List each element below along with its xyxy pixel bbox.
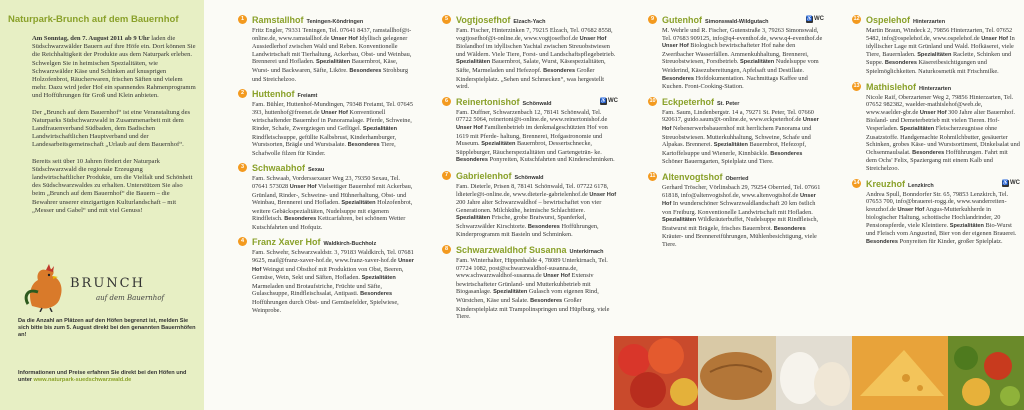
label-spezialitaeten: Spezialitäten — [713, 142, 748, 149]
label-besonderes: Besonderes — [770, 150, 803, 157]
label-spezialitaeten: Spezialitäten — [481, 141, 516, 148]
wheelchair-icon: ♿ — [600, 97, 607, 104]
label-besonderes: Besonderes — [662, 75, 695, 82]
farm-entry — [648, 97, 824, 166]
farm-contact: Fritz Engler, 79331 Teningen, Tel. 07641 8437, ramstallhof@t-online.de, www.ramstallhof.de — [252, 27, 412, 42]
farm-name: Franz Xaver Hof — [252, 237, 321, 248]
farm-about: In wunderschöner Schwarzwaldlandschaft 20 km östlich von Freiburg. Konventionelle Landwirtschaft mit Hofladen. — [662, 200, 816, 216]
label-unser-hof: Unser Hof — [919, 109, 947, 116]
farm-name: Altenvogtshof — [662, 171, 723, 182]
label-besonderes: Besonderes — [284, 216, 317, 223]
farm-special: Hofführungen, Kinderprogramm mit Basteln und Schminken. — [456, 222, 599, 239]
farm-special: Kräuter- und Brennereiführungen, Mühlenbesichtigung, viele Tiere. — [662, 233, 817, 249]
farm-specialties: Gulasch vom eigenen Rind, Würstchen, Käse und Salate. — [456, 288, 599, 305]
page-title: Naturpark-Brunch auf dem Bauernhof — [8, 14, 179, 25]
farm-special: Hofführungen. Fahrt mit dem Ochs' Felix, Spaziergang mit einem Kalb und Streichelzoo. — [866, 148, 1008, 172]
label-spezialitaeten: Spezialitäten — [899, 125, 935, 132]
label-spezialitaeten: Spezialitäten — [316, 59, 351, 66]
registration-note: Da die Anzahl an Plätzen auf den Höfen begrenzt ist, melden Sie sich bitte bis zum 5. August direkt bei den genannten Bauernhöfen an! — [18, 318, 196, 338]
label-unser-hof: Unser Hof — [662, 117, 819, 132]
farm-about: Biologisch bewirtschafteter Hof nahe den Zweribacher Wasserfällen. Ammenkuhhaltung, Brennerei, Streuobstwiesen, Forstbetrieb. — [662, 42, 809, 66]
farm-specialties: Frische, grobe Bratwurst, Spanferkel, Schwarzwälder Kirschtorte. — [456, 214, 587, 230]
farm-name: Vogtjosefhof — [456, 15, 511, 25]
label-besonderes: Besonderes — [349, 67, 382, 74]
label-unser-hof: Unser Hof — [289, 183, 317, 190]
label-besonderes: Besonderes — [456, 157, 489, 164]
farm-contact: Fam. Fischer, Hinterzinken 7, 79215 Elzach, Tel. 07682 8558, vogtjosefhof@t-online.de, www.vogtjosefhof.de — [456, 27, 613, 42]
farm-contact: Fam. Dieterle, Prisen 8, 78141 Schönwald, Tel. 07722 6178, ldieterle@t-online.de, www.dieterle-gabrielenhof.de — [456, 182, 609, 198]
label-unser-hof: Unser Hof — [662, 43, 689, 50]
label-unser-hof: Unser Hof — [252, 258, 414, 273]
farm-location: Schönwald — [522, 100, 552, 107]
label-besonderes: Besonderes — [527, 223, 560, 230]
wc-badge — [1002, 180, 1020, 188]
farm-name-line — [662, 97, 824, 109]
farm-name: Eckpeterhof — [662, 96, 715, 107]
label-spezialitaeten: Spezialitäten — [949, 222, 984, 229]
farm-about: 300 Jahre alter Bauernhof. Bioland- und Demeterbetrieb mit vielen Tieren. Hof-Vesperladen. — [866, 108, 1015, 132]
farm-description — [866, 94, 1020, 173]
farm-location: Hinterzarten — [919, 85, 952, 92]
label-besonderes: Besonderes — [347, 142, 380, 149]
farm-special: Kettcarfahren, bei schönem Wetter Kutschfahrten und Hofquiz. — [252, 215, 406, 231]
farm-name: Mathislehof — [866, 81, 917, 92]
entry-number: 12 — [853, 16, 860, 22]
label-besonderes: Besonderes — [912, 149, 945, 156]
mission-paragraph: Bereits seit über 10 Jahren fördert der Naturpark Südschwarzwald die regionale Erzeugung landwirtschaftlicher Produkte, um die Vielfalt und Schönheit des Südschwarzwaldes zu erhalten. Unterstützen Sie also beim „Brunch auf dem Bauernhof“ die Bauern – die Bewahrer unserer einzigartigen Kulturlandschaft – mit „Messer und Gabel“ und mit viel Genuss! — [32, 157, 193, 214]
farm-name: Gabrielenhof — [456, 170, 512, 181]
farm-contact: Fam. Winterhalter, Hippenhalde 4, 78089 Unterkirnach, Tel. 07724 1082, post@schwarzwaldhof-susanna.de, www.schwarzwaldhof-susanna.de — [456, 257, 608, 280]
label-besonderes: Besonderes — [360, 291, 393, 298]
farm-location: St. Peter — [717, 100, 740, 107]
wc-badge — [806, 16, 824, 24]
farm-special: Käsereibesichtigungen und Spielmöglichkeiten. Naturkosmetik mit Frischmilke. — [866, 59, 999, 75]
farm-description — [252, 249, 414, 314]
farm-specialties: Bio-Wurst und Fleisch vom Angusrind, Bier von der eigenen Brauerei. — [866, 221, 1017, 238]
entry-number: 2 — [238, 89, 247, 98]
farm-name-line — [252, 237, 414, 249]
farm-about: Familienbetrieb im denkmalgeschützten Hof von 1619 mit Pferde- haltung, Brennerei, Hofgastronomie und Museum. — [456, 123, 608, 148]
farm-entry — [238, 15, 414, 83]
farm-entry — [238, 89, 414, 157]
farm-contact: Fam. Duffner, Schwarzenbach 12, 78141 Schönwald, Tel. 07722 5064, reinertoni@t-online.de, www.reinertonishof.de — [456, 108, 608, 124]
farm-specialties: Bauernbrot, Hefezopf, Kartoffelsuppe und Wienerle, Kinnbäckle. — [662, 141, 807, 157]
label-spezialitaeten: Spezialitäten — [361, 275, 396, 282]
farm-entry — [852, 82, 1020, 173]
farm-description — [662, 184, 824, 249]
farm-contact: Gerhard Tröscher, Vörlinsbach 29, 79254 Oberried, Tel. 07661 61818, info@altenvogtshof.de, www.altenvogtshof.de — [662, 183, 821, 199]
food-photo-strip — [614, 336, 1024, 410]
farm-special: Ponyreiten, Kutschfahrten und Kinderschminken. — [488, 156, 615, 164]
farm-entry — [852, 179, 1020, 247]
label-besonderes: Besonderes — [773, 225, 806, 232]
farm-entry — [648, 15, 824, 91]
farm-about: Vielseitiger Bauernhof mit Ackerbau, Grünland, Rinder-, Schweine- und Hühnerhaltung, Obst- und Weinbau, Brennerei und Hofladen. — [252, 182, 413, 207]
farm-specialties: Rindfleischsuppe, gefüllte Kalbsbrust, Kinderhamburger, Wurstsorten, Brägle und Wurstsalate. — [252, 133, 397, 149]
farm-entry — [238, 163, 414, 231]
farm-about: Biolandhof im idyllischen Yachtal zwischen Streuobstwiesen und Wäldern. Viele Tiere, Forst- und Landschaftspflegebetrieb. — [456, 43, 616, 58]
label-unser-hof: Unser Hof — [330, 35, 358, 42]
farm-specialties: Bauernbrot, Salate, Wurst, Käsespezialitäten, Säfte, Marmeladen und Hefezopf. — [456, 58, 606, 74]
farm-name: Ramstallhof — [252, 15, 304, 25]
farm-location: Lenzkirch — [908, 182, 934, 189]
farm-name: Reinertonishof — [456, 96, 520, 107]
farm-entry — [442, 15, 618, 91]
entry-number: 1 — [238, 15, 247, 24]
farm-about: Konventionell wirtschaftender Bauernhof in Panoramalage. Pferde, Schweine, Rinder, Schafe, Zwergziegen und Geflügel. — [252, 108, 412, 132]
label-spezialitaeten: Spezialitäten — [917, 51, 952, 58]
entry-number: 14 — [853, 179, 860, 186]
farm-name-line — [252, 15, 414, 27]
label-spezialitaeten: Spezialitäten — [341, 200, 376, 207]
column-1 — [238, 15, 414, 320]
column-2 — [442, 15, 618, 327]
organizer-paragraph: Der „Brunch auf dem Bauernhof“ ist eine Veranstaltung des Naturparks Südschwarzwald in Zusammenarbeit mit dem Landfrauenverband Südbaden, dem Badischen Landwirtschaftlichen Hauptverband und der Landesarbeitsgemeinschaft „Urlaub auf dem Bauernhof“. — [32, 108, 191, 149]
label-besonderes: Besonderes — [543, 67, 576, 74]
label-unser-hof: Unser Hof — [981, 35, 1008, 42]
label-unser-hof: Unser Hof — [662, 192, 816, 208]
entry-number: 3 — [238, 163, 247, 172]
farm-location: Oberried — [725, 175, 749, 182]
label-besonderes: Besonderes — [530, 298, 563, 305]
label-spezialitaeten: Spezialitäten — [456, 215, 491, 222]
farm-contact: Fam. Bühler, Huttenhof-Mundingen, 79348 Freiamt, Tel. 07645 393, huttenhof@freenet.de — [252, 101, 413, 116]
farm-name-line — [252, 163, 414, 175]
logo-brunch-word: BRUNCH — [70, 276, 145, 291]
wc-label: WC — [814, 16, 824, 22]
farm-specialties: Holzofenbrot, weitere Gebäckspezialitäten, Nudelsuppe mit eigenem Rindfleisch. — [252, 199, 413, 223]
entry-number: 8 — [442, 245, 451, 254]
farm-contact: Fam. Saum, Lindenbergstr. 14 a, 79271 St. Peter, Tel. 07660 920617, guido.saum@t-online.de, www.eckpeterhof.de — [662, 108, 814, 124]
farm-special: Großer Kinderspielplatz. „Sehen und Schmecken“, was hergestellt wird. — [456, 66, 604, 91]
label-unser-hof: Unser Hof — [589, 191, 617, 198]
entry-number: 10 — [649, 97, 656, 104]
farm-location: Schönwald — [514, 174, 544, 181]
column-3 — [648, 15, 824, 255]
label-unser-hof: Unser Hof — [543, 273, 570, 280]
farm-about: Extensiv bewirtschafteter Grünland- und Mutterkuhbetrieb mit Biogasanlage. — [456, 272, 594, 296]
intro-sidebar — [0, 0, 204, 410]
farm-description — [866, 27, 1020, 76]
farm-name-line — [456, 15, 618, 27]
entry-number: 13 — [853, 82, 860, 89]
label-unser-hof: Unser Hof — [897, 206, 925, 213]
farm-location: Waldkirch-Buchholz — [323, 241, 377, 248]
farm-description — [456, 183, 618, 239]
farm-name-line — [866, 179, 1020, 191]
farm-name-line — [866, 82, 1020, 94]
farm-about: 200 Jahre alter Schwarzwaldhof – bewirtschaftet von vier Generationen. Milchkühe, heimische Schlachttiere. — [456, 199, 602, 214]
farm-entry — [648, 172, 824, 249]
farm-description — [456, 257, 618, 321]
farm-entry — [238, 237, 414, 314]
logo-subtitle: auf dem Bauernhof — [96, 294, 165, 302]
farm-entry — [442, 245, 618, 321]
wc-label: WC — [608, 97, 618, 104]
farm-about: In idyllischer Lage mit Grünland und Wald. Hofkäserei, viele Tiere, Bauernladen. — [866, 34, 1015, 58]
farm-about: Idyllisch gelegener Aussiedlerhof zwischen Wald und Reben. Konventionelle Landwirtschaft mit Tierhaltung, Ackerbau, Obst- und Weinbau, Brennerei und Hofladen. — [252, 34, 412, 66]
farm-about: Weingut und Obsthof mit Produktion von Obst, Beeren, Gemüse, Wein, Sekt und Säften, Hofladen. — [252, 265, 404, 282]
farm-name: Huttenhof — [252, 89, 295, 100]
farm-name-line — [252, 89, 414, 101]
farm-entry — [442, 171, 618, 239]
farm-specialties: Raclette, Schinken und Suppe. — [866, 50, 1012, 67]
label-spezialitaeten: Spezialitäten — [493, 289, 528, 296]
label-spezialitaeten: Spezialitäten — [362, 125, 398, 132]
farm-special: Strohburg und Streichelzoo. — [252, 66, 409, 83]
wheelchair-icon: ♿ — [806, 16, 813, 22]
farm-contact: Fam. Schwehr, Schwarzwaldstr. 3, 79183 Waldkirch, Tel. 07681 9625, mail@franz-xaver-hof.de, www.franz-xaver-hof.de — [252, 249, 414, 265]
label-unser-hof: Unser Hof — [321, 109, 348, 116]
farm-about: Nebenerwerbsbauernhof mit herrlichem Panorama und Streuobstwiesen. Mutterkuhhaltung, Schweine, Schafe und Alpakas. Brennerei. — [662, 124, 812, 149]
farm-name-line — [456, 171, 618, 183]
farm-contact: M. Wehrle und R. Fischer, Gutenstraße 3, 79263 Simonswald, Tel. 07683 909125, info@q4-eventhof.de, www.q4-eventhof.de — [662, 27, 823, 42]
farm-entry — [442, 97, 618, 165]
farm-special: Hofdokumentation. Nachmittags Kaffee und Kuchen. Front-Cooking-Station. — [662, 74, 808, 91]
farm-special: Ponyreiten für Kinder, großer Spielplatz. — [898, 238, 1003, 246]
farm-special: Schöner Bauerngarten, Spielplatz und Tiere. — [662, 158, 774, 166]
farm-name-line — [662, 172, 824, 184]
farm-location: Teningen-Köndringen — [306, 19, 364, 25]
intro-date: Am Sonntag, den 7. August 2011 ab 9 Uhr — [32, 35, 150, 42]
entry-number: 9 — [648, 15, 657, 24]
farm-description — [866, 191, 1020, 247]
entry-number: 11 — [649, 172, 656, 179]
farm-contact: Nicole Raif, Oberzartener Weg 2, 79856 Hinterzarten, Tel. 07652 982382, waelder-mathislehof@web.de, www.waelder-gbr.de — [866, 93, 1014, 116]
farm-contact: Andrea Spull, Bonndorfer Str. 65, 79853 Lenzkirch, Tel. 07653 700, info@brauerei-rogg.de, www.wanderreiten-kreuzhof.de — [866, 190, 1009, 213]
info-note — [18, 370, 196, 384]
farm-location: Hinterzarten — [913, 19, 946, 25]
farm-location: Elzach-Yach — [513, 19, 546, 25]
label-unser-hof: Unser Hof — [456, 124, 483, 131]
farm-location: Unterkirnach — [569, 249, 604, 256]
farm-special: Tiere, Schafwolle filzen für Kinder. — [252, 141, 396, 157]
farm-specialties: Bauernbrot, Dessertschnecke, Süppleburger, Räucherspezialitäten und Gartengeträn- ke. — [456, 140, 602, 156]
farm-contact: Fam. Schwaab, Vorderssexauer Weg 23, 79350 Sexau, Tel. 07641 573028 — [252, 175, 400, 190]
farm-name: Schwaabhof — [252, 163, 306, 174]
farm-contact: Martin Braun, Windeck 2, 79856 Hinterzarten, Tel. 07652 5482, info@ospelehof.de, www.ospelehof.de — [866, 27, 1013, 42]
farm-description — [252, 27, 414, 83]
label-besonderes: Besonderes — [884, 60, 917, 67]
label-spezialitaeten: Spezialitäten — [662, 217, 697, 224]
farm-name-line — [456, 245, 618, 257]
entry-number: 5 — [442, 15, 451, 24]
farm-specialties: Fleischerzeugnisse ohne Zusatzstoffe. Handgemachte Rohmilchbutter, gesäuerter Schinken, grobes Käse- und Wurstsortiment, Dinkelsalat und Ochsenmaulsalat. — [866, 124, 1020, 156]
farm-special: Großer Kinderspielplatz mit Trampolinspringen und Hüpfburg, viele Tiere. — [456, 297, 610, 321]
website-link[interactable]: www.naturpark-suedschwarzwald.de — [33, 377, 132, 383]
farm-entry — [852, 15, 1020, 76]
farm-description — [662, 109, 824, 166]
farm-location: Freiamt — [297, 93, 318, 100]
farm-description — [456, 27, 618, 91]
label-spezialitaeten: Spezialitäten — [456, 59, 491, 66]
farm-location: Sexau — [308, 167, 325, 174]
wc-badge — [600, 98, 618, 106]
farm-name: Kreuzhof — [866, 178, 905, 189]
wc-label: WC — [1010, 179, 1020, 186]
farm-description — [456, 109, 618, 165]
farm-about: Angus-Mutterkuhherde in biologischer Haltung, schottische Hochlandrinder, 20 Pensionspferde, viele Kleintiere. — [866, 205, 1001, 229]
label-spezialitaeten: Spezialitäten — [740, 59, 775, 66]
farm-special: Hofführungen durch Obst- und Gemüsefelder, Spielwiese, Weinprobe. — [252, 299, 399, 314]
farm-name: Ospelehof — [866, 15, 911, 25]
entry-number: 7 — [442, 171, 451, 180]
farm-description — [252, 101, 414, 157]
farm-name: Gutenhof — [662, 15, 702, 25]
farm-specialties: Marmeladen und Brotaufstriche, Früchte und Säfte, Gulaschsuppe, Rindfleischsalat, Antipasti. — [252, 282, 382, 298]
farm-name-line — [456, 97, 618, 109]
label-besonderes: Besonderes — [866, 239, 899, 246]
farm-name-line — [866, 15, 1020, 27]
farm-name-line — [662, 15, 824, 27]
farm-description — [252, 175, 414, 231]
farm-specialties: Wildkräuterbuffet, Nudelsuppe mit Rindfleisch, Bratwurst mit Brägele, frisches Bauernbrot. — [662, 216, 819, 232]
farm-specialties: Bauernbrot, Käse, Wurst- und Backwaren, Säfte, Liköre. — [252, 58, 398, 74]
intro-text: laden die Südschwarzwälder Bauern auf ihre Höfe ein. Dort können Sie die Reichhaltigkeit der Produkte aus dem Naturpark erleben. Schwelgen Sie in heimischen Spezialitäten, wie Schwarzwälder Käse und Schinken auf knusprigen Holzofenbrot, Räucherwaren, frischen Säften und vielem mehr. Dazu wird jeder Hof ein spannendes Rahmenprogramm und Hofführungen für Groß und Klein anbieten. — [32, 35, 196, 100]
intro-paragraph — [32, 35, 196, 101]
wheelchair-icon: ♿ — [1002, 179, 1009, 186]
farm-name: Schwarzwaldhof Susanna — [456, 245, 567, 256]
farm-location: Simonswald-Wildgutach — [705, 19, 769, 25]
info-note-text: Informationen und Preise erfahren Sie direkt bei den Höfen und unter — [18, 370, 187, 383]
entry-number: 4 — [238, 237, 247, 246]
column-4 — [852, 15, 1020, 253]
farm-specialties: Nudelsuppe vom Weiderind, Käsezubereitungen, Apfelsaft und Destillate. — [662, 58, 819, 74]
entry-number: 6 — [442, 97, 451, 106]
farm-description — [662, 27, 824, 91]
label-unser-hof: Unser Hof — [579, 35, 607, 42]
